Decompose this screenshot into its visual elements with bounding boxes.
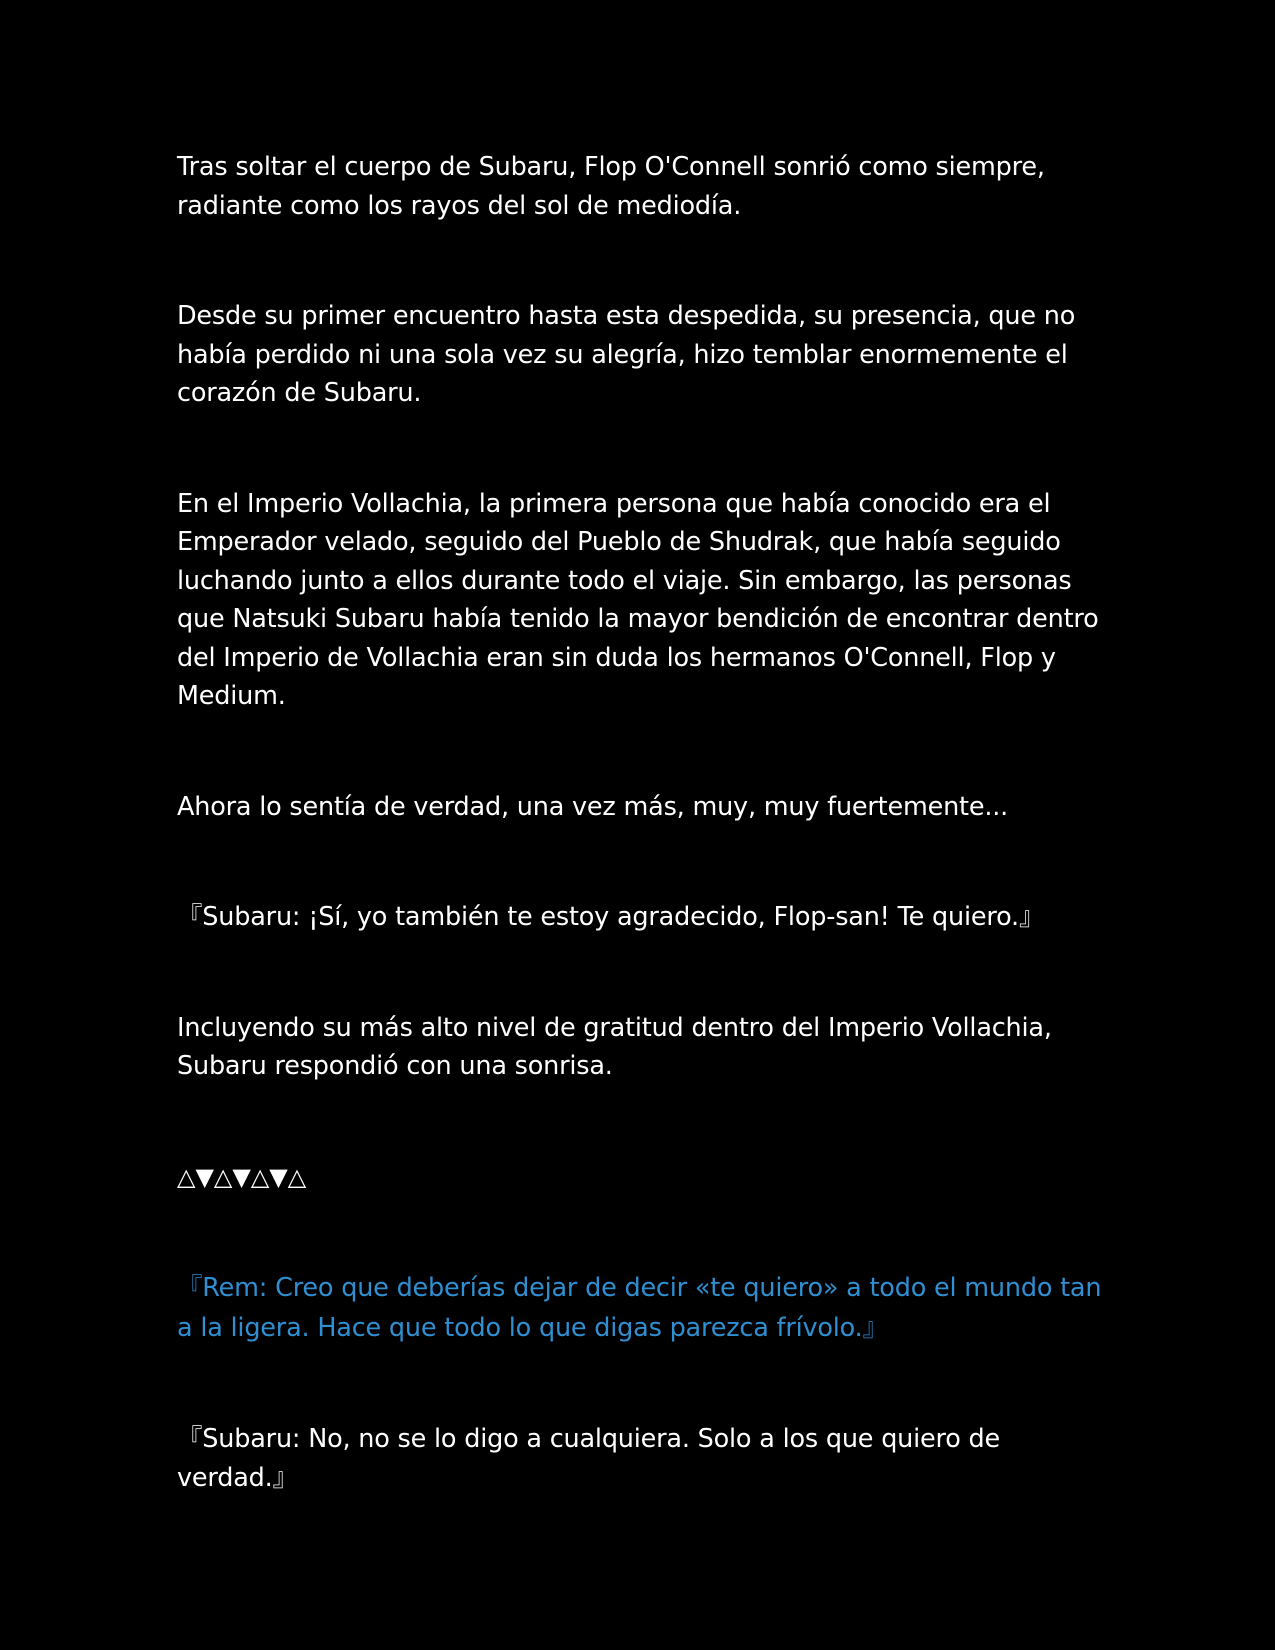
- document-page: [177, 148, 1107, 1497]
- narration-paragraph-2: Desde su primer encuentro hasta esta despedida, su presencia, que no había perdido ni una sola vez su alegría, hizo temblar enormemente el corazón de Subaru.: [177, 301, 1076, 408]
- narration-paragraph-3: En el Imperio Vollachia, la primera persona que había conocido era el Emperador velado, seguido del Pueblo de Shudrak, que había seguido luchando junto a ellos durante todo el viaje. Sin embargo, las personas que Natsuki Subaru había tenido la mayor bendición de encontrar dentro del Imperio de Vollachia eran sin duda los hermanos O'Connell, Flop y Medium.: [177, 488, 1099, 711]
- narration-paragraph-4: Ahora lo sentía de verdad, una vez más, muy, muy fuertemente...: [177, 791, 1009, 822]
- subaru-dialogue-1: 『Subaru: ¡Sí, yo también te estoy agradecido, Flop-san! Te quiero.』: [177, 902, 1045, 932]
- scene-divider: △▼△▼△▼△: [177, 1162, 307, 1191]
- rem-dialogue: 『Rem: Creo que deberías dejar de decir «te quiero» a todo el mundo tan a la ligera. Hace que todo lo que digas parezca frívolo.』: [177, 1273, 1102, 1343]
- narration-paragraph-5: Incluyendo su más alto nivel de gratitud dentro del Imperio Vollachia, Subaru respondió con una sonrisa.: [177, 1012, 1052, 1081]
- subaru-dialogue-2: 『Subaru: No, no se lo digo a cualquiera. Solo a los que quiero de verdad.』: [177, 1424, 1001, 1493]
- narration-paragraph-1: Tras soltar el cuerpo de Subaru, Flop O'Connell sonrió como siempre, radiante como los rayos del sol de mediodía.: [177, 152, 1045, 221]
